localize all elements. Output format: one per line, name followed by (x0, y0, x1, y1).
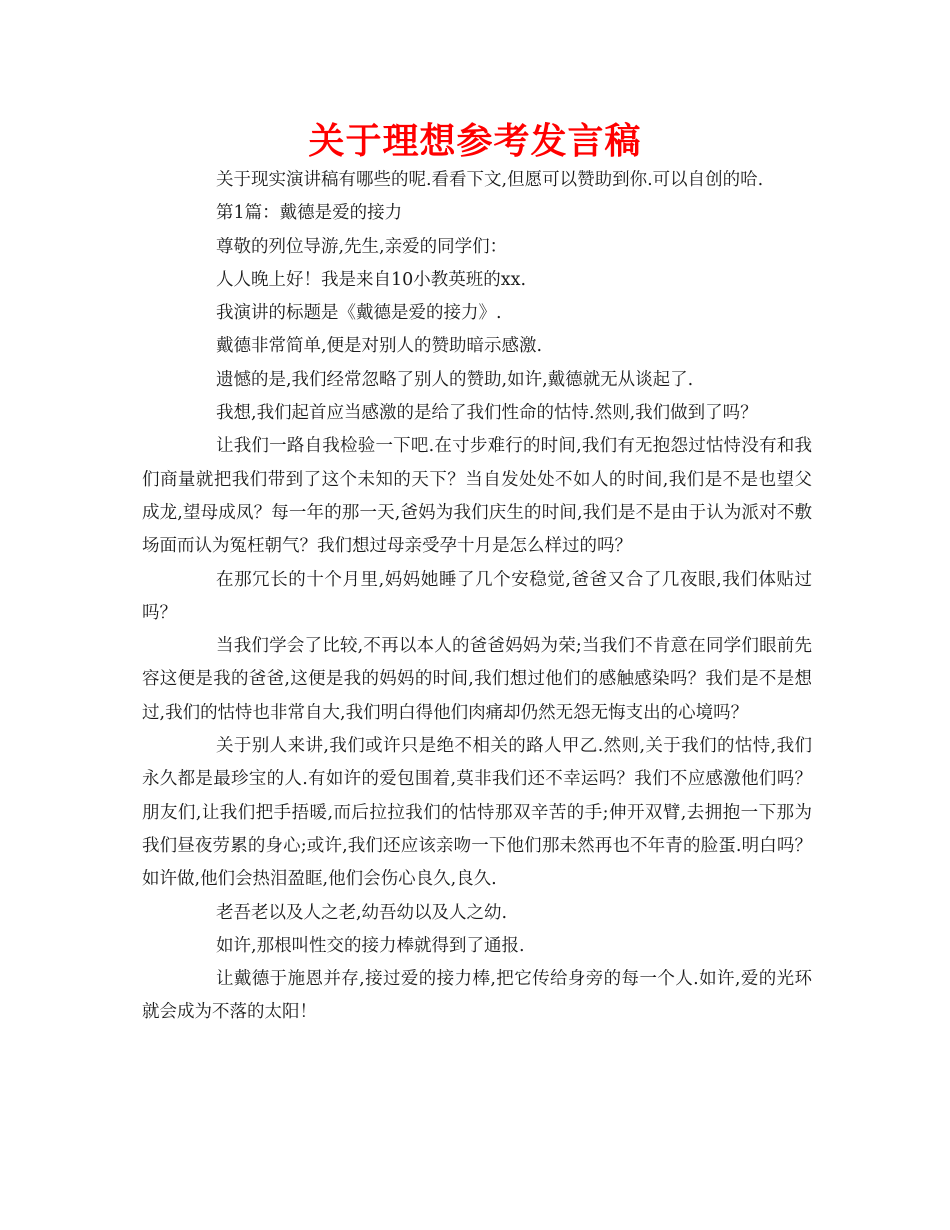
paragraph: 关于别人来讲,我们或许只是绝不相关的路人甲乙.然则,关于我们的怙恃,我们永久都是最珍宝的人.有如许的爱包围着,莫非我们还不幸运吗？我们不应感激他们吗？朋友们,让我们把手捂暖,而后拉拉我们的怙恃那双辛苦的手;伸开双臂,去拥抱一下那为我们昼夜劳累的身心;或许,我们还应该亲吻一下他们那未然再也不年青的脸蛋.明白吗？如许做,他们会热泪盈眶,他们会伤心良久,良久. (142, 736, 812, 890)
paragraph: 关于现实演讲稿有哪些的呢.看看下文,但愿可以赞助到你.可以自创的哈. (216, 170, 764, 190)
paragraph: 我想,我们起首应当感激的是给了我们性命的怙恃.然则,我们做到了吗？ (216, 403, 758, 424)
paragraph: 人人晚上好！我是来自10小教英班的xx. (216, 269, 527, 290)
paragraph: 我演讲的标题是《戴德是爱的接力》. (216, 303, 502, 324)
paragraph: 让戴德于施恩并存,接过爱的接力棒,把它传给身旁的每一个人.如许,爱的光环就会成为不落的太阳！ (142, 969, 812, 1023)
paragraph: 戴德非常简单,便是对别人的赞助暗示感激. (216, 336, 543, 357)
paragraph: 让我们一路自我检验一下吧.在寸步难行的时间,我们有无抱怨过怙恃没有和我们商量就把我们带到了这个未知的天下？当自发处处不如人的时间,我们是不是也望父成龙,望母成凤？每一年的那一天,爸妈为我们庆生的时间,我们是不是由于认为派对不敷场面而认为冤枉朝气？我们想过母亲受孕十月是怎么样过的吗？ (142, 436, 812, 557)
document-title: 关于理想参考发言稿 (308, 121, 642, 162)
paragraph: 在那冗长的十个月里,妈妈她睡了几个安稳觉,爸爸又合了几夜眼,我们体贴过吗？ (142, 569, 812, 623)
paragraph: 第1篇：戴德是爱的接力 (216, 203, 403, 224)
paragraph: 遗憾的是,我们经常忽略了别人的赞助,如许,戴德就无从谈起了. (216, 369, 694, 390)
paragraph: 老吾老以及人之老,幼吾幼以及人之幼. (216, 902, 508, 923)
paragraph: 当我们学会了比较,不再以本人的爸爸妈妈为荣;当我们不肯意在同学们眼前先容这便是我的爸爸,这便是我的妈妈的时间,我们想过他们的感触感染吗？我们是不是想过,我们的怙恃也非常自大,我们明白得他们肉痛却仍然无怨无悔支出的心境吗？ (142, 636, 812, 723)
document-body (142, 164, 812, 1030)
paragraph: 如许,那根叫性交的接力棒就得到了通报. (216, 935, 525, 956)
paragraph: 尊敬的列位导游,先生,亲爱的同学们： (216, 236, 508, 257)
